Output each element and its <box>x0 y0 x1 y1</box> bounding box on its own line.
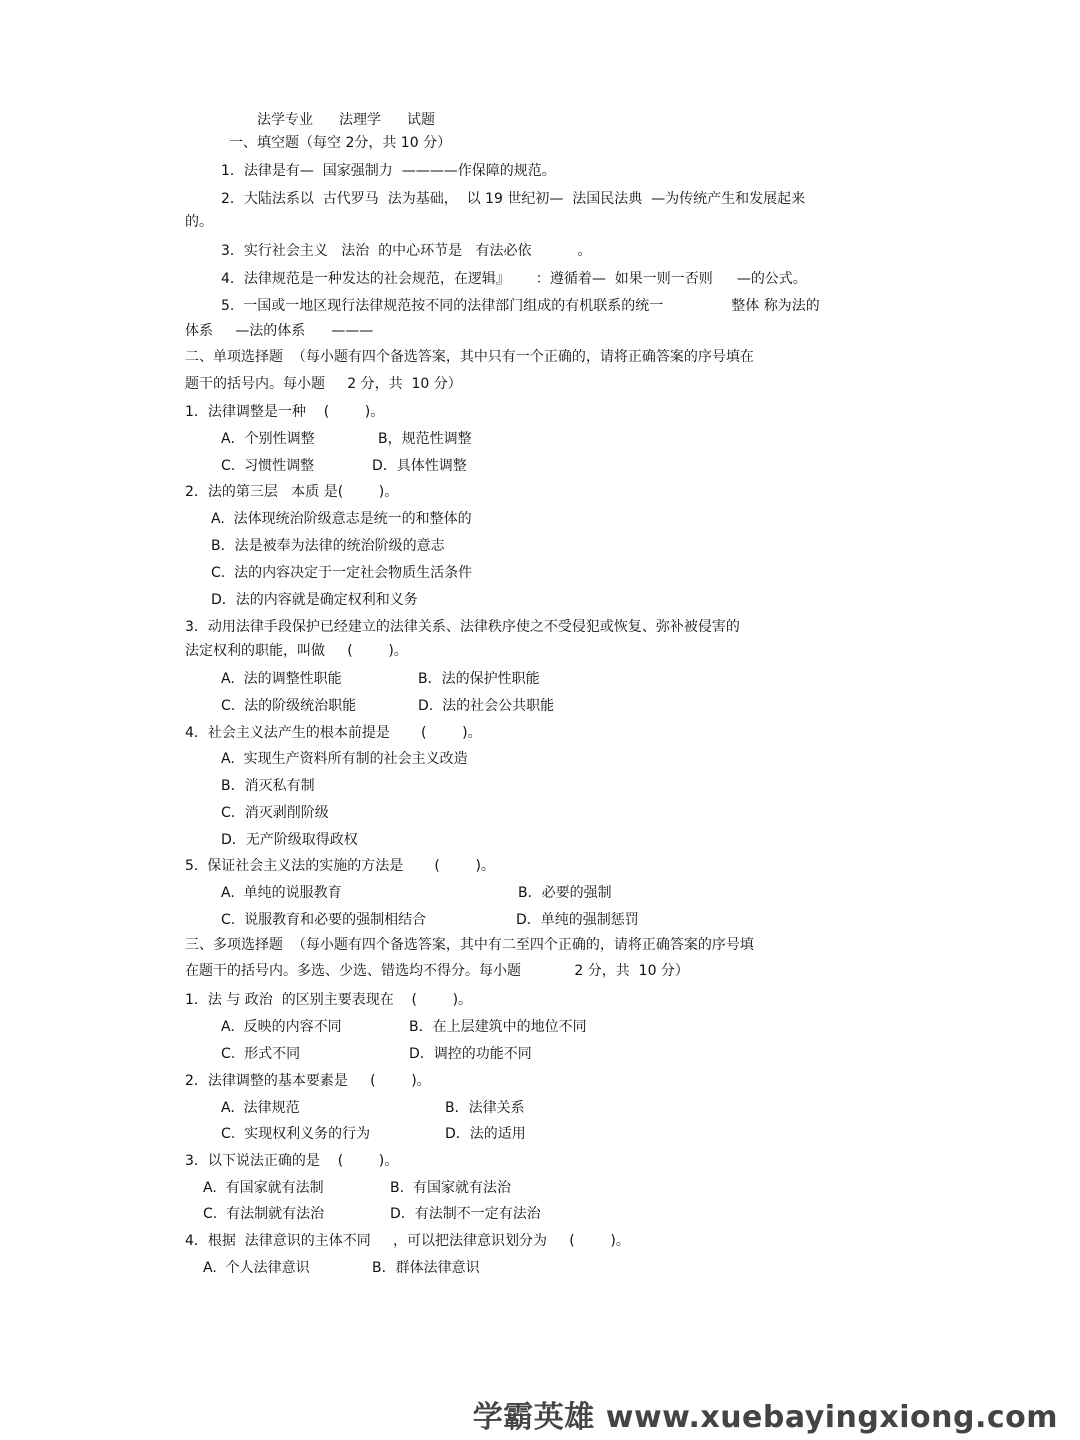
title-exam: 试题 <box>407 112 435 128</box>
s2-q2-option-b: B．法是被奉为法律的统治阶级的意志 <box>211 538 445 554</box>
s2-q1-option-c: C. 习惯性调整 <box>221 458 315 474</box>
s2-question-5: 5. 保证社会主义法的实施的方法是 ( )。 <box>185 858 495 874</box>
s2-q2-option-a: A. 法体现统治阶级意志是统一的和整体的 <box>211 511 472 527</box>
watermark-text: 学霸英雄 www.xuebayingxiong.com <box>472 1400 1058 1435</box>
s1-question-5-line1 <box>221 296 820 316</box>
s3-question-3: 3．以下说法正确的是 ( )。 <box>185 1153 399 1169</box>
s3-q2-option-b: B．法律关系 <box>445 1100 525 1116</box>
s2-q2-option-d: D．法的内容就是确定权利和义务 <box>211 592 418 608</box>
s3-q1-option-c: C. 形式不同 <box>221 1046 301 1062</box>
s1-question-4-mid: ：遵循着— 如果一则一否则 <box>535 271 713 287</box>
s2-q5-option-c: C. 说服教育和必要的强制相结合 <box>221 912 427 928</box>
s2-q1-option-a: A．个别性调整 <box>221 431 315 447</box>
s3-q2-option-d: D．法的适用 <box>445 1126 526 1142</box>
section2-heading-line2: 题干的括号内。每小题 2 分，共 10 分） <box>185 376 462 392</box>
s3-question-4: 4．根据 法律意识的主体不同 ，可以把法律意识划分为 ( )。 <box>185 1233 630 1249</box>
s3-q3-option-c: C. 有法制就有法治 <box>203 1206 325 1222</box>
s2-q4-option-a: A. 实现生产资料所有制的社会主义改造 <box>221 751 468 767</box>
section3-heading-line2: 在题干的括号内。多选、少选、错选均不得分。每小题 2 分，共 10 分） <box>185 963 689 979</box>
s3-q1-option-d: D．调控的功能不同 <box>409 1046 532 1062</box>
s2-q5-option-a: A. 单纯的说服教育 <box>221 885 342 901</box>
s2-q3-option-b: B．法的保护性职能 <box>418 671 540 687</box>
s2-question-3-line1: 3．动用法律手段保护已经建立的法律关系、法律秩序使之不受侵犯或恢复、弥补被侵害的 <box>185 619 740 635</box>
s2-q4-option-b: B．消灭私有制 <box>221 778 315 794</box>
s3-q1-option-a: A. 反映的内容不同 <box>221 1019 342 1035</box>
s3-q1-option-b: B．在上层建筑中的地位不同 <box>409 1019 587 1035</box>
s1-question-2-line2: 的。 <box>185 214 213 230</box>
section3-heading-line1: 三、多项选择题 （每小题有四个备选答案，其中有二至四个正确的，请将正确答案的序号填 <box>185 937 754 953</box>
s2-question-1: 1．法律调整是一种 ( )。 <box>185 404 385 420</box>
s2-q2-option-c: C. 法的内容决定于一定社会物质生活条件 <box>211 565 473 581</box>
s3-q3-option-a: A. 有国家就有法制 <box>203 1180 324 1196</box>
s1-question-4-tail: —的公式。 <box>736 271 807 287</box>
s2-q1-option-d: D．具体性调整 <box>372 458 467 474</box>
title-subject: 法理学 <box>339 112 381 128</box>
s1-question-3-text: 3．实行社会主义 法治 的中心环节是 有法必依 <box>221 243 532 259</box>
title-major: 法学专业 <box>257 112 313 128</box>
s2-q5-option-d: D．单纯的强制惩罚 <box>516 912 639 928</box>
s1-question-1: 1．法律是有— 国家强制力 ————作保障的规范。 <box>221 163 556 179</box>
s3-q3-option-b: B. 有国家就有法治 <box>390 1180 511 1196</box>
s2-q4-option-d: D．无产阶级取得政权 <box>221 832 358 848</box>
s2-q1-option-b: B，规范性调整 <box>378 431 472 447</box>
s2-q4-option-c: C．消灭剥削阶级 <box>221 805 329 821</box>
s2-q5-option-b: B．必要的强制 <box>518 885 612 901</box>
s1-question-5-line2-end: ——— <box>331 323 374 339</box>
s1-question-5-text: 5. 一国或一地区现行法律规范按不同的法律部门组成的有机联系的统一 <box>221 298 664 314</box>
s3-question-1: 1．法 与 政治 的区别主要表现在 ( )。 <box>185 992 473 1008</box>
section2-heading-line1: 二、单项选择题 （每小题有四个备选答案，其中只有一个正确的，请将正确答案的序号填在 <box>185 349 754 365</box>
s2-q3-option-c: C. 法的阶级统治职能 <box>221 698 357 714</box>
s2-q3-option-a: A. 法的调整性职能 <box>221 671 342 687</box>
s1-question-4-text: 4．法律规范是一种发达的社会规范，在逻辑』 <box>221 271 510 287</box>
s3-q2-option-a: A. 法律规范 <box>221 1100 300 1116</box>
s1-question-3-end: 。 <box>577 243 592 259</box>
s2-question-3-line2: 法定权利的职能，叫做 ( )。 <box>185 643 408 659</box>
s3-q2-option-c: C. 实现权利义务的行为 <box>221 1126 371 1142</box>
s2-q3-option-d: D. 法的社会公共职能 <box>418 698 555 714</box>
document-title <box>257 110 435 130</box>
s1-question-5-line2 <box>185 321 373 341</box>
s1-question-2-line1: 2．大陆法系以 古代罗马 法为基础， 以 19 世纪初— 法国民法典 —为传统产生和发展起来 <box>221 191 806 207</box>
s2-question-2: 2．法的第三层 本质 是( )。 <box>185 484 399 500</box>
s1-question-4 <box>221 269 807 289</box>
s1-question-3 <box>221 241 592 261</box>
s3-question-2: 2．法律调整的基本要素是 ( )。 <box>185 1073 431 1089</box>
s3-q3-option-d: D．有法制不一定有法治 <box>390 1206 541 1222</box>
s1-question-5-line2-text: 体系 —法的体系 <box>185 323 306 339</box>
s3-q4-option-a: A. 个人法律意识 <box>203 1260 310 1276</box>
s3-q4-option-b: B．群体法律意识 <box>372 1260 480 1276</box>
s1-question-5-end: 整体 称为法的 <box>731 298 820 314</box>
section1-heading: 一、填空题（每空 2分，共 10 分） <box>229 135 452 151</box>
s2-question-4: 4．社会主义法产生的根本前提是 ( )。 <box>185 725 482 741</box>
